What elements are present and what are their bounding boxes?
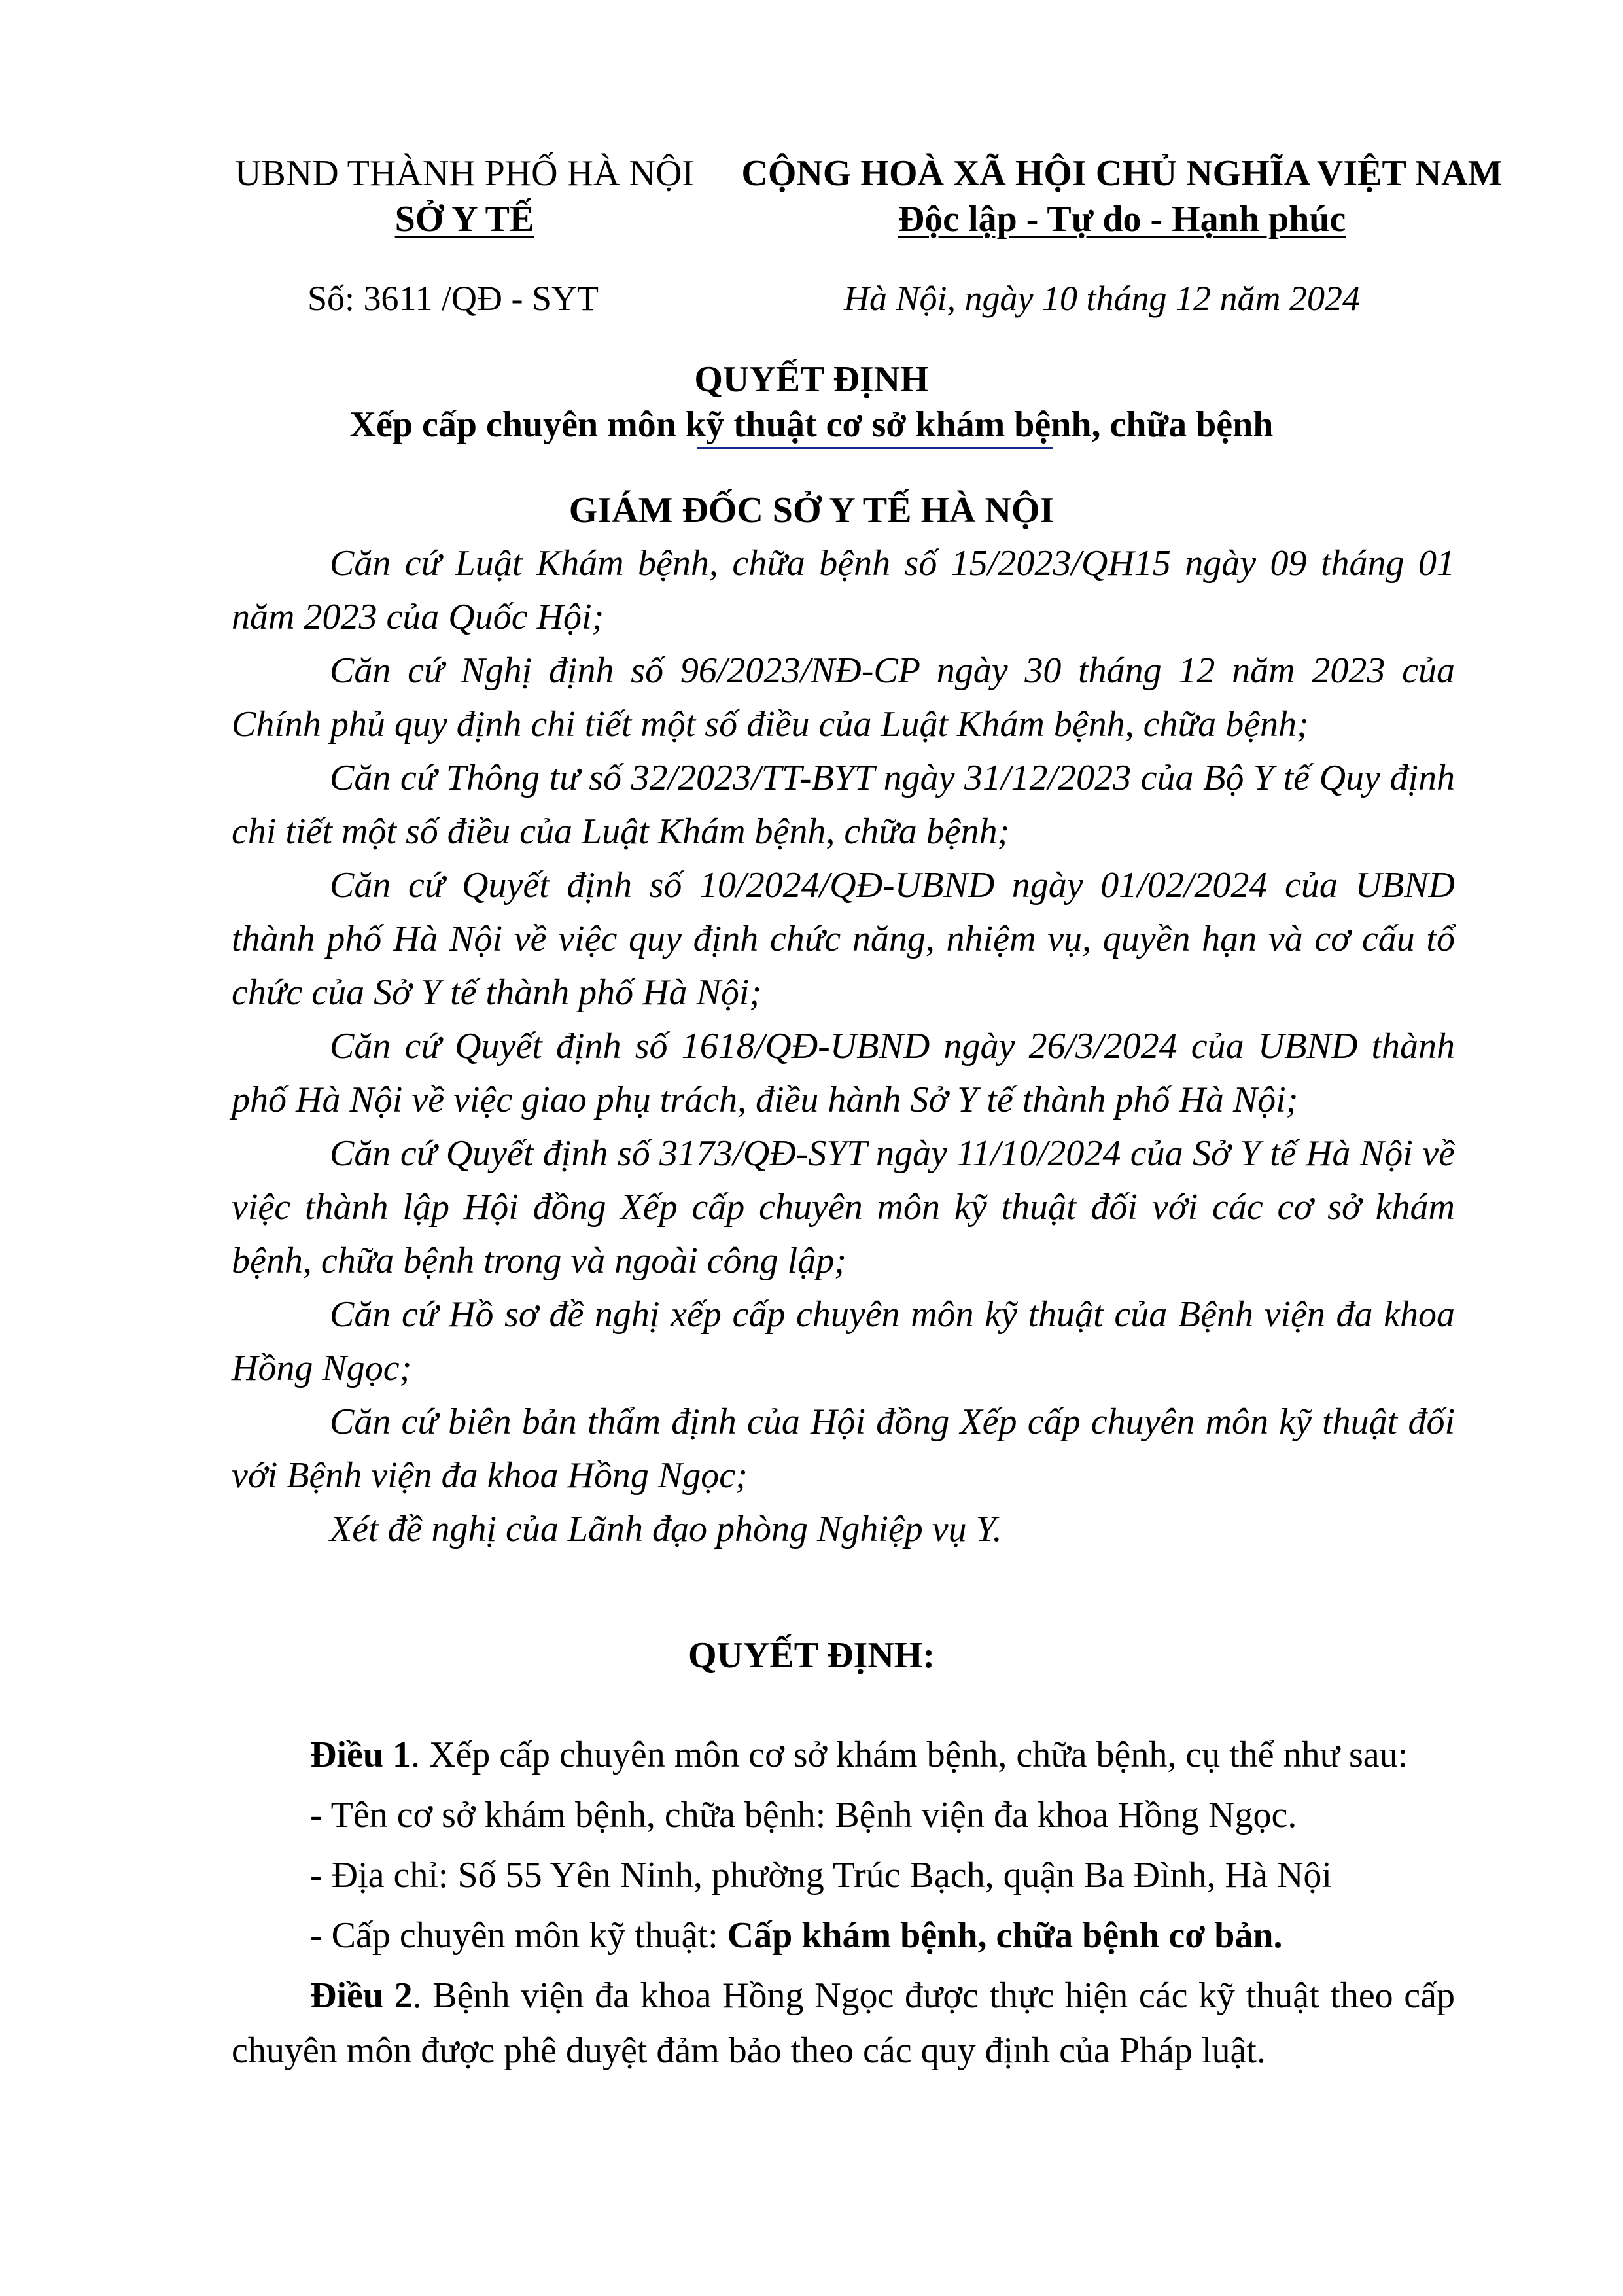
articles (232, 1727, 1455, 2083)
preamble-item: Căn cứ Thông tư số 32/2023/TT-BYT ngày 31/12/2023 của Bộ Y tế Quy định chi tiết một số điều của Luật Khám bệnh, chữa bệnh; (232, 758, 1455, 852)
document-subtitle: Xếp cấp chuyên môn kỹ thuật cơ sở khám bệnh, chữa bệnh (349, 404, 1274, 445)
document-date: Hà Nội, ngày 10 tháng 12 năm 2024 (844, 279, 1360, 318)
article-1 (232, 1727, 1455, 1782)
article-2-text: . Bệnh viện đa khoa Hồng Ngọc được thực hiện các kỹ thuật theo cấp chuyên môn được phê duyệt đảm bảo theo các quy định của Pháp luật. (232, 1975, 1456, 2071)
article-2 (232, 1968, 1455, 2078)
document-number: Số: 3611 /QĐ - SYT (307, 279, 599, 318)
document-title: QUYẾT ĐỊNH (694, 359, 929, 400)
nation-name: CỘNG HOÀ XÃ HỘI CHỦ NGHĨA VIỆT NAM (741, 153, 1503, 194)
preamble-item: Căn cứ Quyết định số 10/2024/QĐ-UBND ngày 01/02/2024 của UBND thành phố Hà Nội về việc quy định chức năng, nhiệm vụ, quyền hạn và cơ cấu tổ chức của Sở Y tế thành phố Hà Nội; (232, 865, 1455, 1013)
article-2-label: Điều 2 (310, 1975, 413, 2016)
article-1-level (232, 1908, 1455, 1963)
national-motto: Độc lập - Tự do - Hạnh phúc (898, 199, 1346, 239)
article-1-facility-name: - Tên cơ sở khám bệnh, chữa bệnh: Bệnh viện đa khoa Hồng Ngọc. (310, 1795, 1297, 1835)
preamble-item: Căn cứ Quyết định số 1618/QĐ-UBND ngày 26/3/2024 của UBND thành phố Hà Nội về việc giao phụ trách, điều hành Sở Y tế thành phố Hà Nội; (232, 1026, 1455, 1120)
preamble-item: Căn cứ Luật Khám bệnh, chữa bệnh số 15/2023/QH15 ngày 09 tháng 01 năm 2023 của Quốc Hội; (232, 543, 1455, 637)
article-1-address: - Địa chỉ: Số 55 Yên Ninh, phường Trúc Bạch, quận Ba Đình, Hà Nội (310, 1855, 1332, 1896)
national-header (707, 150, 1537, 242)
preamble (232, 537, 1455, 1556)
preamble-item: Xét đề nghị của Lãnh đạo phòng Nghiệp vụ Y. (330, 1509, 1002, 1549)
article-1-label: Điều 1 (310, 1735, 411, 1775)
agency-name: SỞ Y TẾ (394, 199, 534, 239)
decision-heading: QUYẾT ĐỊNH: (688, 1635, 935, 1676)
preamble-item: Căn cứ Nghị định số 96/2023/NĐ-CP ngày 30 tháng 12 năm 2023 của Chính phủ quy định chi tiết một số điều của Luật Khám bệnh, chữa bệnh; (232, 650, 1455, 745)
article-1-level-value: Cấp khám bệnh, chữa bệnh cơ bản. (727, 1915, 1283, 1956)
parent-agency: UBND THÀNH PHỐ HÀ NỘI (234, 153, 695, 194)
agency-header (164, 150, 765, 242)
preamble-item: Căn cứ Quyết định số 3173/QĐ-SYT ngày 11/10/2024 của Sở Y tế Hà Nội về việc thành lập Hội đồng Xếp cấp chuyên môn kỹ thuật đối với các cơ sở khám bệnh, chữa bệnh trong và ngoài công lập; (232, 1133, 1455, 1281)
subtitle-underline (697, 447, 1053, 449)
article-1-level-label: - Cấp chuyên môn kỹ thuật: (310, 1915, 727, 1956)
preamble-item: Căn cứ Hồ sơ đề nghị xếp cấp chuyên môn kỹ thuật của Bệnh viện đa khoa Hồng Ngọc; (232, 1294, 1455, 1388)
issuing-authority: GIÁM ĐỐC SỞ Y TẾ HÀ NỘI (568, 490, 1055, 531)
article-1-text: . Xếp cấp chuyên môn cơ sở khám bệnh, chữa bệnh, cụ thể như sau: (411, 1735, 1408, 1775)
preamble-item: Căn cứ biên bản thẩm định của Hội đồng Xếp cấp chuyên môn kỹ thuật đối với Bệnh viện đa khoa Hồng Ngọc; (232, 1402, 1455, 1496)
